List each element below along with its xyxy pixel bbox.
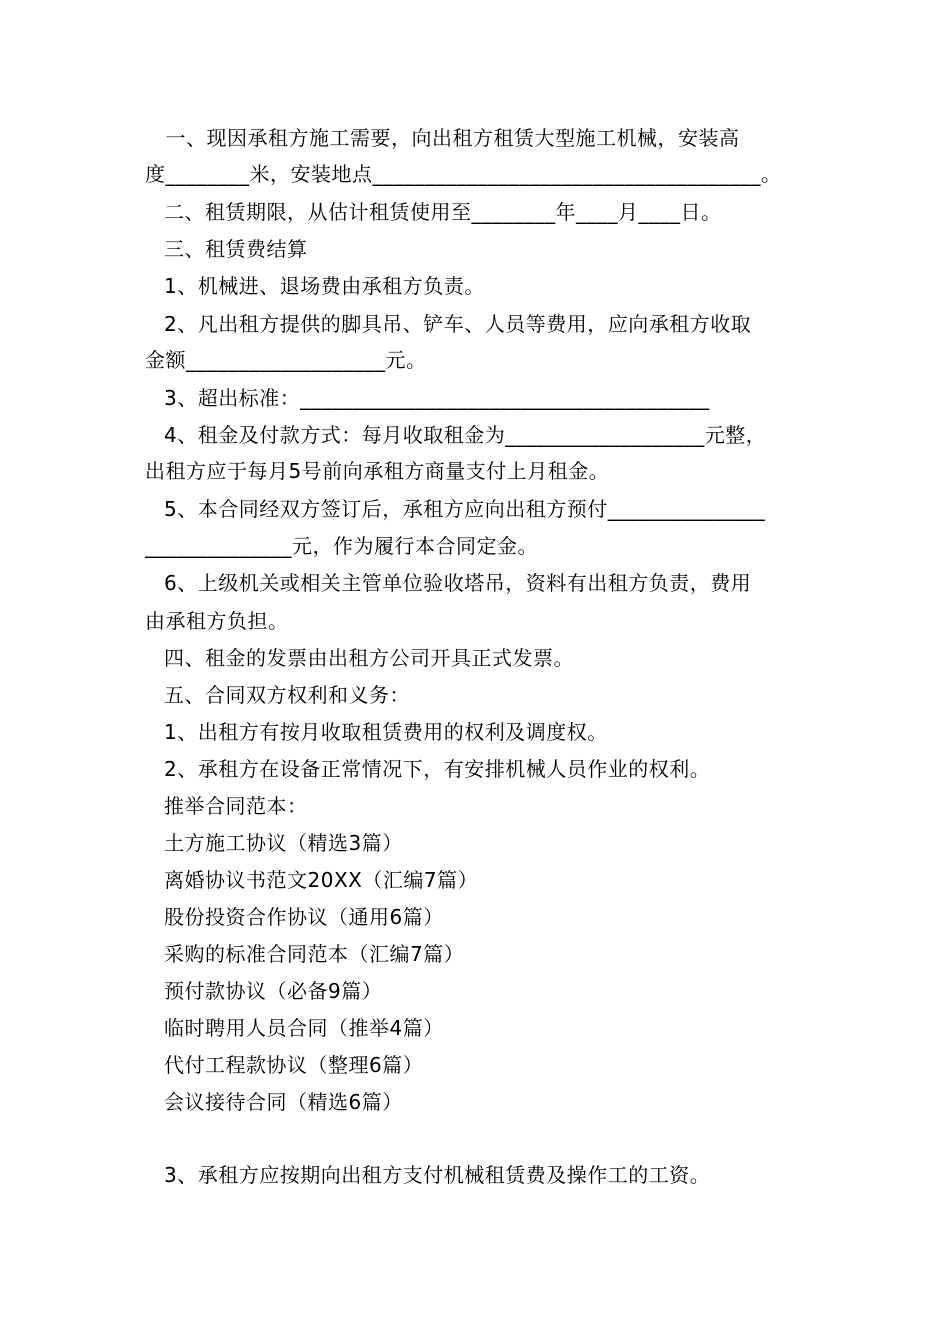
recommended-templates-heading: 推举合同范本： (164, 794, 308, 818)
section-3-heading: 三、租赁费结算 (164, 237, 308, 261)
clause-3-1: 1、机械进、退场费由承租方负责。 (164, 274, 485, 298)
template-link-2[interactable]: 离婚协议书范文20XX（汇编7篇） (164, 868, 479, 892)
clause-3-4-line-1: 4、租金及付款方式：每月收取租金为___________________元整， (164, 423, 767, 447)
section-5-heading: 五、合同双方权利和义务： (164, 683, 410, 707)
clause-3-6-line-1: 6、上级机关或相关主管单位验收塔吊，资料有出租方负责，费用 (164, 571, 752, 595)
clause-3-6-line-2: 由承租方负担。 (145, 609, 289, 633)
section-4: 四、租金的发票由出租方公司开具正式发票。 (164, 646, 574, 670)
template-link-7[interactable]: 代付工程款协议（整理6篇） (164, 1053, 424, 1077)
clause-5-3: 3、承租方应按期向出租方支付机械租赁费及操作工的工资。 (164, 1163, 711, 1187)
template-link-1[interactable]: 土方施工协议（精选3篇） (164, 831, 403, 855)
clause-5-2: 2、承租方在设备正常情况下，有安排机械人员作业的权利。 (164, 757, 711, 781)
template-link-5[interactable]: 预付款协议（必备9篇） (164, 979, 383, 1003)
paragraph-2: 二、租赁期限，从估计租赁使用至________年____月____日。 (164, 200, 722, 224)
paragraph-1-line-2: 度________米，安装地点_____________________________________。 (145, 162, 782, 186)
template-link-8[interactable]: 会议接待合同（精选6篇） (164, 1090, 403, 1114)
template-link-4[interactable]: 采购的标准合同范本（汇编7篇） (164, 942, 465, 966)
template-link-6[interactable]: 临时聘用人员合同（推举4篇） (164, 1016, 444, 1040)
clause-3-2-line-1: 2、凡出租方提供的脚具吊、铲车、人员等费用，应向承租方收取 (164, 312, 752, 336)
paragraph-1-line-1: 一、现因承租方施工需要，向出租方租赁大型施工机械，安装高 (145, 126, 740, 150)
clause-3-5-line-2: ______________元，作为履行本合同定金。 (145, 534, 538, 558)
clause-3-5-line-1: 5、本合同经双方签订后，承租方应向出租方预付_______________ (164, 497, 766, 521)
clause-3-2-line-2: 金额___________________元。 (145, 348, 427, 372)
template-link-3[interactable]: 股份投资合作协议（通用6篇） (164, 905, 444, 929)
clause-3-3: 3、超出标准：_______________________________________ (164, 386, 710, 410)
clause-5-1: 1、出租方有按月收取租赁费用的权利及调度权。 (164, 720, 608, 744)
clause-3-4-line-2: 出租方应于每月5号前向承租方商量支付上月租金。 (145, 459, 610, 483)
